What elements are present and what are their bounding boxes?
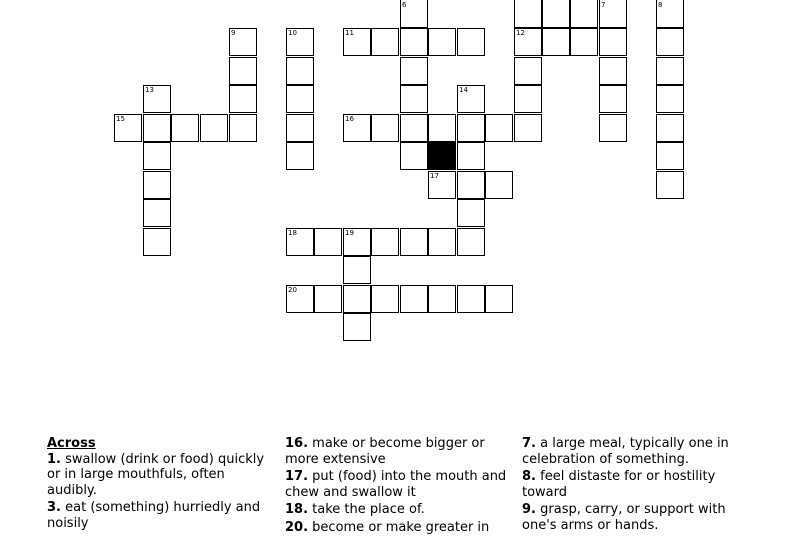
grid-cell[interactable] xyxy=(457,228,485,256)
grid-cell[interactable] xyxy=(457,199,485,227)
clue-num: 7. xyxy=(522,436,536,451)
clue-number: 8 xyxy=(658,1,663,9)
grid-cell[interactable] xyxy=(343,313,371,341)
grid-cell[interactable] xyxy=(371,28,399,56)
grid-cell[interactable] xyxy=(570,0,598,28)
clue-text: make or become bigger or more extensive xyxy=(285,436,485,467)
grid-cell[interactable] xyxy=(599,57,627,85)
grid-cell[interactable] xyxy=(343,114,371,142)
grid-cell[interactable] xyxy=(457,171,485,199)
clue-text: a large meal, typically one in celebration of something. xyxy=(522,436,729,467)
grid-cell[interactable] xyxy=(400,228,428,256)
clue-num: 17. xyxy=(285,469,309,484)
clue-text: feel distaste for or hostility toward xyxy=(522,469,716,500)
clue-num: 20. xyxy=(285,519,309,535)
clue-item xyxy=(522,436,750,467)
grid-cell[interactable] xyxy=(457,28,485,56)
grid-cell[interactable] xyxy=(542,0,570,28)
clue-text: eat (something) hurriedly and noisily xyxy=(47,500,261,531)
clue-number: 11 xyxy=(345,29,354,37)
grid-cell[interactable] xyxy=(656,114,684,142)
grid-cell[interactable] xyxy=(514,114,542,142)
grid-cell[interactable] xyxy=(229,114,257,142)
grid-cell[interactable] xyxy=(286,57,314,85)
clue-number: 7 xyxy=(601,1,606,9)
clues-column-3 xyxy=(522,436,750,535)
clue-item xyxy=(47,500,275,531)
grid-cell[interactable] xyxy=(343,228,371,256)
grid-cell[interactable] xyxy=(400,57,428,85)
clue-text: swallow (drink or food) quickly or in large mouthfuls, often audibly. xyxy=(47,451,265,498)
grid-cell[interactable] xyxy=(599,0,627,28)
clue-num: 9. xyxy=(522,502,536,517)
grid-cell[interactable] xyxy=(457,142,485,170)
grid-cell[interactable] xyxy=(514,57,542,85)
clue-item xyxy=(285,469,513,500)
grid-cell[interactable] xyxy=(229,57,257,85)
grid-cell[interactable] xyxy=(428,114,456,142)
clue-item xyxy=(285,502,513,518)
grid-cell[interactable] xyxy=(656,171,684,199)
grid-cell[interactable] xyxy=(286,142,314,170)
clue-num: 8. xyxy=(522,469,536,484)
across-heading: Across xyxy=(47,436,96,451)
grid-cell[interactable] xyxy=(599,85,627,113)
grid-cell[interactable] xyxy=(656,57,684,85)
grid-cell[interactable] xyxy=(286,285,314,313)
grid-cell[interactable] xyxy=(457,85,485,113)
clue-num: 3. xyxy=(47,500,61,515)
grid-cell[interactable] xyxy=(143,142,171,170)
grid-cell[interactable] xyxy=(286,228,314,256)
clue-number: 9 xyxy=(231,29,236,37)
grid-cell[interactable] xyxy=(171,114,199,142)
grid-cell[interactable] xyxy=(428,28,456,56)
clue-number: 15 xyxy=(116,115,125,123)
grid-cell[interactable] xyxy=(485,114,513,142)
clue-number: 16 xyxy=(345,115,354,123)
grid-cell[interactable] xyxy=(570,28,598,56)
grid-cell[interactable] xyxy=(286,114,314,142)
grid-cell[interactable] xyxy=(400,142,428,170)
grid-cell[interactable] xyxy=(400,85,428,113)
clue-num: 16. xyxy=(285,436,309,451)
grid-cell[interactable] xyxy=(400,285,428,313)
grid-cell[interactable] xyxy=(457,114,485,142)
clue-number: 17 xyxy=(430,172,439,180)
grid-cell[interactable] xyxy=(371,285,399,313)
grid-cell[interactable] xyxy=(514,28,542,56)
grid-cell[interactable] xyxy=(143,228,171,256)
grid-cell[interactable] xyxy=(428,285,456,313)
clue-item xyxy=(285,436,513,467)
clue-item xyxy=(522,502,750,533)
clue-text: become or make greater in xyxy=(312,519,490,535)
clues-column-2 xyxy=(285,436,513,537)
grid-cell[interactable] xyxy=(400,114,428,142)
grid-cell[interactable] xyxy=(286,28,314,56)
grid-cell[interactable] xyxy=(656,28,684,56)
grid-cell[interactable] xyxy=(286,85,314,113)
clue-num: 18. xyxy=(285,502,309,517)
grid-cell[interactable] xyxy=(343,285,371,313)
clue-number: 13 xyxy=(145,86,154,94)
grid-cell[interactable] xyxy=(400,0,428,28)
clues-column-1 xyxy=(47,436,275,533)
black-square xyxy=(428,142,456,170)
grid-cell[interactable] xyxy=(656,142,684,170)
grid-cell[interactable] xyxy=(599,28,627,56)
grid-cell[interactable] xyxy=(314,285,342,313)
grid-cell[interactable] xyxy=(457,285,485,313)
grid-cell[interactable] xyxy=(143,171,171,199)
grid-cell[interactable] xyxy=(343,28,371,56)
clue-number: 10 xyxy=(288,29,297,37)
grid-cell[interactable] xyxy=(542,28,570,56)
grid-cell[interactable] xyxy=(314,228,342,256)
grid-cell[interactable] xyxy=(143,85,171,113)
clue-num: 1. xyxy=(47,451,61,467)
clue-item xyxy=(522,469,750,500)
grid-cell[interactable] xyxy=(229,28,257,56)
grid-cell[interactable] xyxy=(200,114,228,142)
clue-number: 18 xyxy=(288,229,297,237)
grid-cell[interactable] xyxy=(143,114,171,142)
grid-cell[interactable] xyxy=(428,171,456,199)
clue-text: take the place of. xyxy=(312,502,425,517)
grid-cell[interactable] xyxy=(514,0,542,28)
grid-cell[interactable] xyxy=(143,199,171,227)
clue-text: put (food) into the mouth and chew and swallow it xyxy=(285,469,507,500)
grid-cell[interactable] xyxy=(656,0,684,28)
clue-text: grasp, carry, or support with one's arms or hands. xyxy=(522,502,726,533)
clue-number: 19 xyxy=(345,229,354,237)
grid-cell[interactable] xyxy=(514,85,542,113)
grid-cell[interactable] xyxy=(485,171,513,199)
grid-cell[interactable] xyxy=(428,228,456,256)
clue-number: 14 xyxy=(459,86,468,94)
grid-cell[interactable] xyxy=(371,114,399,142)
grid-cell[interactable] xyxy=(485,285,513,313)
clue-item xyxy=(47,452,275,499)
clue-number: 20 xyxy=(288,286,297,294)
grid-cell[interactable] xyxy=(400,28,428,56)
clue-number: 6 xyxy=(402,1,407,9)
grid-cell[interactable] xyxy=(114,114,142,142)
grid-cell[interactable] xyxy=(599,114,627,142)
grid-cell[interactable] xyxy=(229,85,257,113)
grid-cell[interactable] xyxy=(371,228,399,256)
clue-number: 12 xyxy=(516,29,525,37)
grid-cell[interactable] xyxy=(656,85,684,113)
grid-cell[interactable] xyxy=(343,256,371,284)
